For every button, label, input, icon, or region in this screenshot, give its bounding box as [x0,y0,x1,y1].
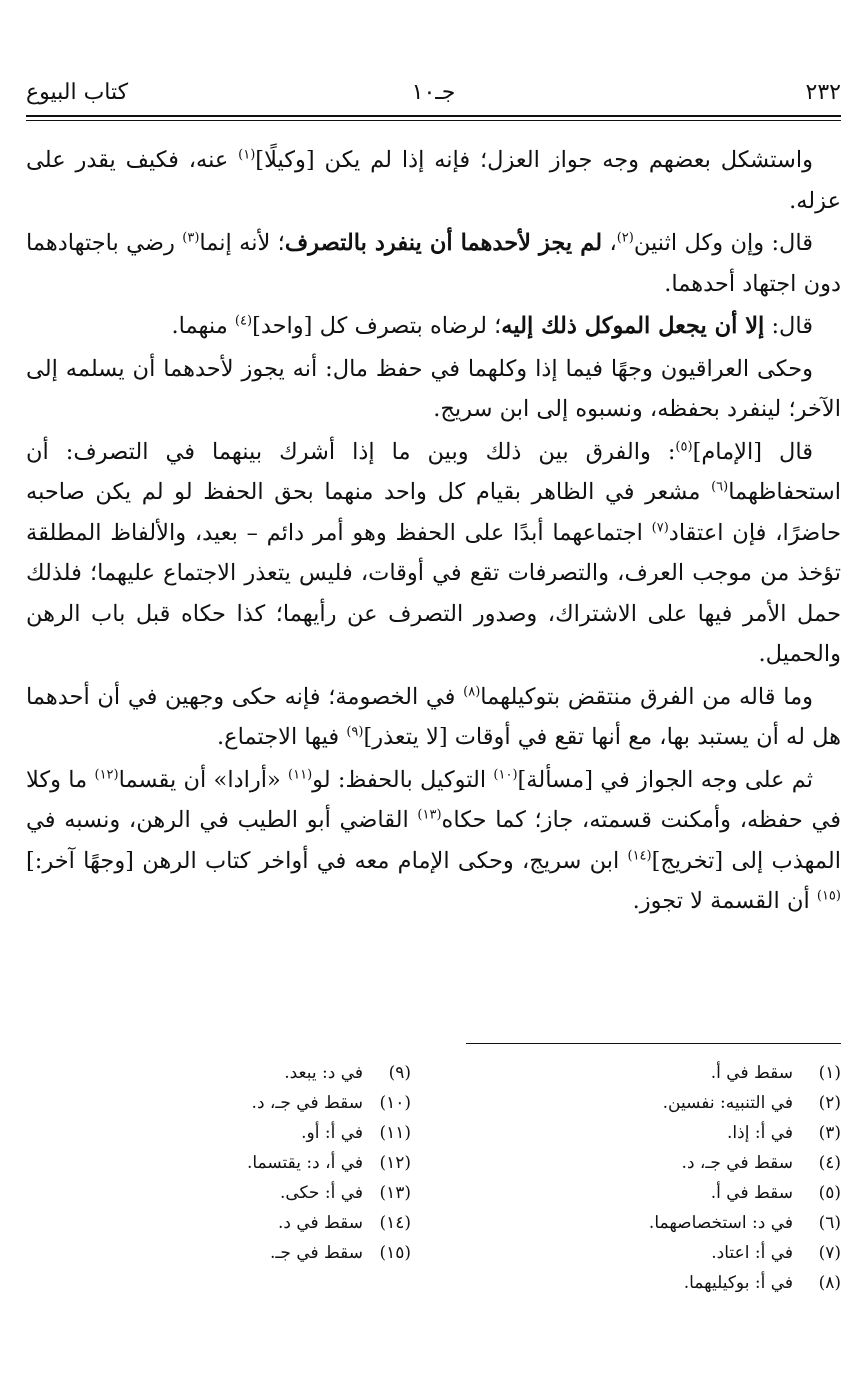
text-segment: فيها الاجتماع. [217,724,347,750]
footnote-number: (٧) [818,1243,841,1263]
footnote [51,1088,411,1118]
text-segment: وحكى العراقيون وجهًا فيما إذا وكلهما في حفظ مال: أنه يجوز لأحدهما أن يسلمه إلى الآخر؛ لينفرد بحفظه، ونسبوه إلى ابن سريج. [26,355,841,422]
footnote-number: (١٠) [379,1093,411,1113]
text-segment: : والفرق بين ذلك وبين ما إذا أشرك بينهما في التصرف: أن استحفاظهما [26,438,841,505]
footnote [481,1178,841,1208]
paragraph [26,140,841,221]
footnote-text: سقط في جـ. [270,1243,363,1263]
text-segment: ، [602,230,617,256]
text-segment: مشعر في الظاهر بقيام كل واحد منهما بحق الحفظ لو لم يكن صاحبه حاضرًا، فإن اعتقاد [26,479,841,546]
text-segment: ؛ لأنه إنما [199,230,285,256]
footnote-ref: (٢) [616,230,634,246]
footnote [481,1118,841,1148]
footnote-ref: (٧) [651,520,669,535]
footnote [51,1208,411,1238]
footnote-text: سقط في جـ، د. [251,1093,363,1113]
paragraph [26,677,841,758]
bold-text: لم يجز لأحدهما أن ينفرد بالتصرف [284,230,603,256]
footnote-number: (١٢) [379,1153,411,1173]
text-segment: منهما. [171,313,235,339]
footnote-number: (١٣) [379,1183,411,1203]
footnote-ref: (٥) [675,439,693,454]
page-header [26,80,841,112]
text-segment: قال [الإمام] [692,438,813,465]
paragraph [26,306,841,347]
footnote-text: في أ، د: يقتسما. [246,1153,363,1173]
bold-text: إلا أن يجعل الموكل ذلك إليه [501,313,765,339]
footnote-text: في أ: إذا. [727,1123,793,1143]
footnote-separator [466,1043,841,1044]
footnote-text: في أ: أو. [301,1123,363,1143]
footnote [481,1268,841,1298]
text-segment: وما قاله من الفرق منتقض بتوكيلهما [480,683,813,710]
footnote-text: سقط في د. [277,1213,363,1233]
paragraph [26,432,841,675]
footnote-number: (٩) [388,1063,411,1083]
text-segment: واستشكل بعضهم وجه جواز العزل؛ فإنه إذا لم يكن [وكيلًا] [255,147,814,173]
footnote [481,1058,841,1088]
footnote [481,1208,841,1238]
footnote-text: في التنبيه: نفسين. [662,1093,793,1113]
footnote-text: في أ: حكى. [279,1183,363,1203]
text-segment: التوكيل بالحفظ: لو [312,766,494,793]
footnote-number: (١٥) [379,1243,411,1263]
footnote-number: (١) [818,1063,841,1083]
footnote [51,1178,411,1208]
text-segment: قال: [764,313,813,339]
footnote [481,1088,841,1118]
footnote [481,1238,841,1268]
footnote-ref: (٦) [711,479,729,495]
footnote-ref: (١٠) [493,767,518,782]
footnote-text: سقط في أ. [710,1063,793,1083]
book-title: كتاب البيوع [26,80,129,105]
footnote [51,1148,411,1178]
footnotes-right-column [481,1058,841,1298]
footnote [51,1118,411,1148]
text-segment: أن القسمة لا تجوز. [632,888,817,914]
paragraph [26,349,841,430]
footnote-number: (٥) [818,1183,841,1203]
paragraph [26,223,841,304]
text-segment: القاضي أبو الطيب في الرهن، ونسبه في المهذب إلى [تخريج] [26,807,841,874]
paragraph [26,760,841,922]
text-segment: قال: وإن وكل اثنين [633,230,813,256]
footnote-text: في د: يبعد. [284,1063,363,1083]
footnote-number: (٦) [818,1213,841,1233]
footnote-number: (٨) [818,1273,841,1293]
header-rule-thin [26,120,841,121]
text-segment: عنه، فكيف يقدر على عزله. [26,147,841,214]
text-segment: ما وكلا في حفظه، وأمكنت قسمته، جاز؛ كما حكاه [26,766,841,833]
footnote-number: (٢) [818,1093,841,1113]
footnote-ref: (١٣) [417,807,442,823]
footnote-ref: (٣) [182,230,200,246]
body-text [26,140,841,924]
footnote-ref: (٨) [463,684,481,699]
footnote-text: في أ: بوكيليهما. [683,1273,793,1293]
footnote-ref: (١١) [288,767,313,782]
text-segment: ابن سريج، وحكى الإمام معه في أواخر كتاب الرهن [وجهًا آخر:] [26,847,628,874]
footnote-number: (٣) [818,1123,841,1143]
footnote-ref: (٤) [234,313,253,329]
footnote-text: في د: استخصاصهما. [648,1213,793,1233]
text-segment: ؛ لرضاه بتصرف كل [واحد] [252,313,502,339]
footnote [51,1238,411,1268]
text-segment: رضي باجتهادهما دون اجتهاد أحدهما. [26,230,841,297]
footnotes-left-column [51,1058,411,1268]
text-segment: «أرادا» أن يقسما [118,766,289,793]
footnote-ref: (٩) [346,724,364,740]
footnote-text: سقط في أ. [710,1183,793,1203]
footnote-number: (١١) [379,1123,411,1143]
text-segment: ثم على وجه الجواز في [مسألة] [517,766,814,793]
text-segment: في الخصومة؛ فإنه حكى وجهين في أن أحدهما هل له أن يستبد بها، مع أنها تقع في أوقات [لا يتعذر] [26,683,841,750]
header-rule [26,115,841,117]
footnote-text: سقط في جـ، د. [681,1153,793,1173]
footnote-ref: (١٥) [816,888,841,904]
footnote-number: (٤) [818,1153,841,1173]
footnote [51,1058,411,1088]
footnote [481,1148,841,1178]
footnote-ref: (١٤) [627,848,652,863]
volume-label: جـ١٠ [411,80,456,105]
footnote-ref: (١) [238,147,256,163]
page-number: ٢٣٢ [805,80,841,105]
footnote-ref: (١٢) [94,767,119,782]
footnote-number: (١٤) [379,1213,411,1233]
text-segment: اجتماعهما أبدًا على الحفظ وهو أمر دائم – بعيد، والألفاظ المطلقة تؤخذ من موجب العرف، والتصرفات تقع في أوقات، فليس يتعذر الاجتماع عليهما؛ فلذلك حمل الأمر فيها على الاشتراك، وصدور التصرف عن رأيهما؛ كذا حكاه قبل باب الرهن والحميل. [26,519,841,667]
footnote-text: في أ: اعتاد. [711,1243,793,1263]
